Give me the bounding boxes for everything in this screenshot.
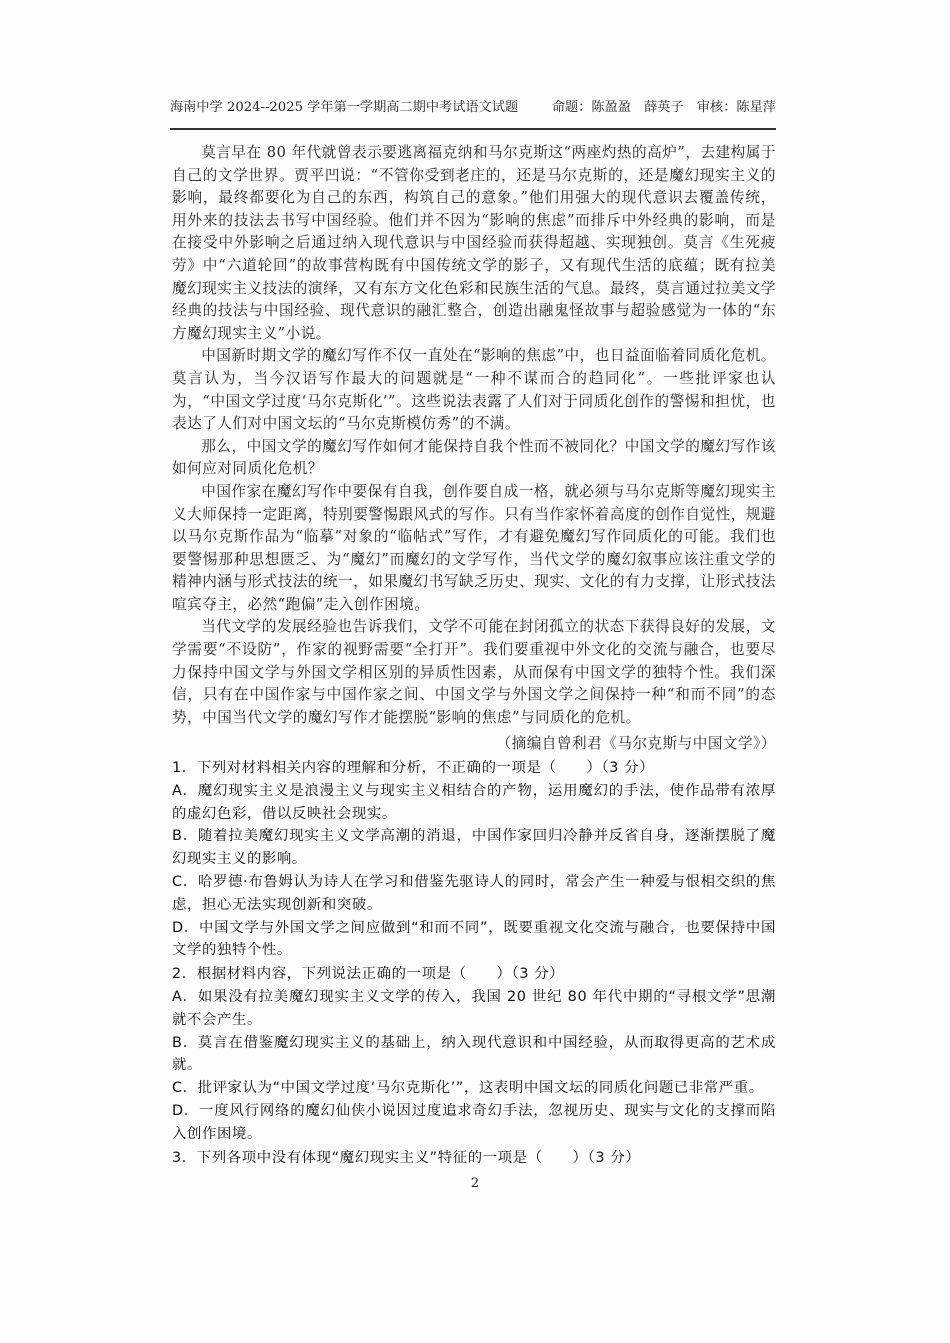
question-list [172, 757, 776, 1169]
question-option: B．随着拉美魔幻现实主义文学高潮的消退，中国作家回归冷静并反省自身，逐渐摆脱了魔幻现实主义的影响。 [172, 828, 776, 868]
question-stem: 1．下列对材料相关内容的理解和分析，不正确的一项是（ ）（3 分） [172, 760, 655, 777]
reading-passage [172, 142, 776, 756]
question-option: C．哈罗德·布鲁姆认为诗人在学习和借鉴先驱诗人的同时，常会产生一种爱与恨相交织的焦虑，担心无法实现创新和突破。 [172, 874, 776, 913]
exam-title: 海南中学 2024--2025 学年第一学期高二期中考试语文试题 [170, 100, 519, 115]
exam-header [170, 96, 776, 118]
passage-source: （摘编自曾利君《马尔克斯与中国文学》） [496, 735, 776, 753]
question-option: A．如果没有拉美魔幻现实主义文学的传入，我国 20 世纪 80 年代中期的“寻根文学”思潮就不会产生。 [172, 989, 776, 1028]
question-option: A．魔幻现实主义是浪漫主义与现实主义相结合的产物，运用魔幻的手法，使作品带有浓厚的虚幻色彩，借以反映社会现实。 [172, 782, 776, 822]
question-option: D．中国文学与外国文学之间应做到“和而不同”，既要重视文化交流与融合，也要保持中国文学的独特个性。 [172, 919, 776, 959]
question-stem: 3．下列各项中没有体现“魔幻现实主义”特征的一项是（ ）（3 分） [172, 1149, 641, 1166]
question-stem: 2．根据材料内容，下列说法正确的一项是（ ）（3 分） [172, 966, 565, 983]
passage-paragraph: 莫言早在 80 年代就曾表示要逃离福克纳和马尔克斯这“两座灼热的高炉”，去建构属于自己的文学世界。贾平凹说：“不管你受到老庄的，还是马尔克斯的，还是魔幻现实主义的影响，最终都要化为自己的东西，构筑自己的意象。”他们用强大的现代意识去覆盖传统，用外来的技法去书写中国经验。他们并不因为“影响的焦虑”而排斥中外经典的影响，而是在接受中外影响之后通过纳入现代意识与中国经验而获得超越、实现独创。莫言《生死疲劳》中“六道轮回”的故事营构既有中国传统文学的影子，又有现代生活的底蕴；既有拉美魔幻现实主义技法的演绎，又有东方文化色彩和民族生活的气息。最终，莫言通过拉美文学经典的技法与中国经验、现代意识的融汇整合，创造出融鬼怪故事与超验感觉为一体的“东方魔幻现实主义”小说。 [172, 144, 776, 342]
passage-paragraph: 中国作家在魔幻写作中要保有自我，创作要自成一格，就必须与马尔克斯等魔幻现实主义大师保持一定距离，特别要警惕跟风式的写作。只有当作家怀着高度的创作自觉性，规避以马尔克斯作品为“临摹”对象的“临帖式”写作，才有避免魔幻写作同质化的可能。我们也要警惕那种思想匮乏、为“魔幻”而魔幻的文学写作，当代文学的魔幻叙事应该注重文学的精神内涵与形式技法的统一，如果魔幻书写缺乏历史、现实、文化的有力支撑，让形式技法喧宾夺主，必然“跑偏”走入创作困境。 [172, 482, 776, 613]
question-option: C．批评家认为“中国文学过度‘马尔克斯化’”，这表明中国文坛的同质化问题已非常严重。 [172, 1080, 764, 1097]
header-divider [170, 128, 776, 130]
question-option: B．莫言在借鉴魔幻现实主义的基础上，纳入现代意识和中国经验，从而取得更高的艺术成就。 [172, 1034, 776, 1074]
passage-paragraph: 当代文学的发展经验也告诉我们，文学不可能在封闭孤立的状态下获得良好的发展，文学需要“不设防”，作家的视野需要“全打开”。我们要重视中外文化的交流与融合，也要尽力保持中国文学与外国文学相区别的异质性因素，从而保有中国文学的独特个性。我们深信，只有在中国作家与中国作家之间、中国文学与外国文学之间保持一种“和而不同”的态势，中国当代文学的魔幻写作才能摆脱“影响的焦虑”与同质化的危机。 [172, 618, 776, 726]
exam-credits: 命题：陈盈盈 薛英子 审核：陈星萍 [551, 100, 776, 115]
passage-paragraph: 中国新时期文学的魔幻写作不仅一直处在“影响的焦虑”中，也日益面临着同质化危机。莫言认为，当今汉语写作最大的问题就是“一种不谋而合的趋同化”。一些批评家也认为，“中国文学过度‘马尔克斯化’”。这些说法表露了人们对于同质化创作的警惕和担忧，也表达了人们对中国文坛的“马尔克斯模仿秀”的不满。 [172, 347, 776, 433]
passage-paragraph: 那么，中国文学的魔幻写作如何才能保持自我个性而不被同化？中国文学的魔幻写作该如何应对同质化危机？ [172, 437, 776, 478]
page-number: 2 [470, 1176, 480, 1191]
question-option: D．一度风行网络的魔幻仙侠小说因过度追求奇幻手法，忽视历史、现实与文化的支撑而陷入创作困境。 [172, 1102, 776, 1142]
page-content [172, 142, 776, 1169]
